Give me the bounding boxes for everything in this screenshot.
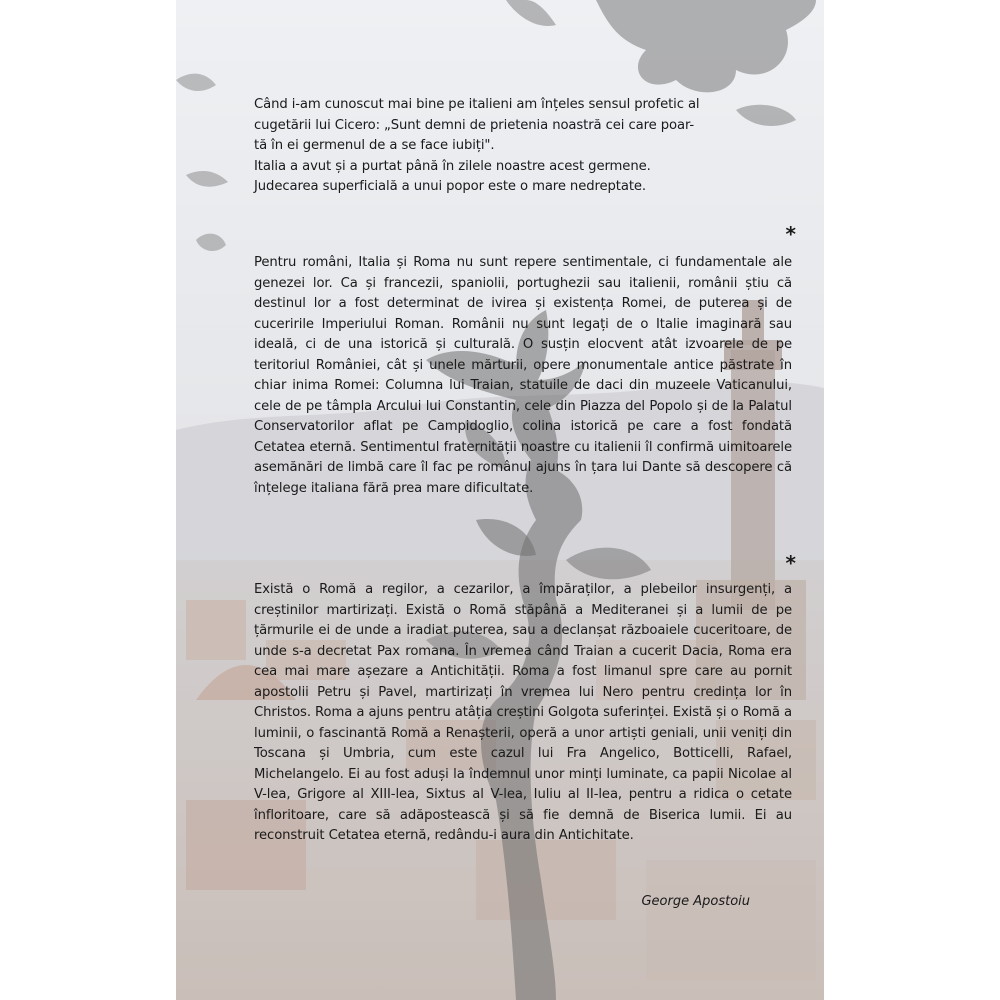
section-separator: *: [785, 551, 796, 575]
intro-line: Italia a avut și a purtat până în zilele noastre acest germene.: [254, 158, 651, 174]
intro-line: tă în ei germenul de a se face iubiți".: [254, 138, 495, 153]
paragraph-rome-history: Există o Romă a regilor, a cezarilor, a împăraților, a plebeilor insurgenți, a creștinilor martirizați. Există o Romă stăpână a Mediteranei și a lumii de pe țărmurile ei de unde a iradiat puterea, sau a declanșat războaiele cuceritoare, de unde s-a decretat Pax romana. În vremea când Traian a cucerit Dacia, Roma era cea mai mare așezare a Antichității. Roma a fost limanul spre care au pornit apostolii Petru și Pavel, martirizați în vremea lui Nero pentru credința lor în Christos. Roma a ajuns pentru atâția creștini Golgota suferinței. Există și o Romă a luminii, o fascinantă Romă a Renașterii, operă a unor artiști geniali, unii veniți din Toscana și Umbria, cum este cazul lui Fra Angelico, Botticelli, Rafael, Michelangelo. Ei au fost aduși la îndemnul unor minți luminate, ca papii Nicolae al V-lea, Grigore al XIII-lea, Sixtus al V-lea, Iuliu al II-lea, pentru a ridica o cetate înfloritoare, care să adăpostească și să fie demnă de Biserica lumii. Ei au reconstruit Cetatea eternă, redându-i aura din Antichitate.: [254, 582, 792, 843]
text-layer: [176, 0, 824, 1000]
book-page: [176, 0, 824, 1000]
intro-line: Când i-am cunoscut mai bine pe italieni am înțeles sensul profetic al: [254, 97, 700, 112]
intro-line: cugetării lui Cicero: „Sunt demni de prietenia noastră cei care poar-: [254, 117, 695, 133]
section-separator: *: [785, 222, 796, 246]
intro-line: Judecarea superficială a unui popor este o mare nedreptate.: [254, 179, 647, 194]
intro-paragraph: [254, 95, 792, 198]
author-signature: George Apostoiu: [641, 894, 750, 909]
paragraph-romania-italy: Pentru români, Italia și Roma nu sunt repere sentimentale, ci fundamentale ale genezei lor. Ca și francezii, spaniolii, portughezii sau italienii, românii știu că destinul lor a fost determinat de ivirea și existența Romei, de puterea și de cuceririle Imperiului Roman. Românii nu sunt legați de o Italie imaginară sau ideală, ci de una istorică și culturală. O susțin elocvent atât izvoarele de pe teritoriul României, cât și unele mărturii, opere monumentale antice păstrate în chiar inima Romei: Columna lui Traian, statuile de daci din muzeele Vaticanului, cele de pe tâmpla Arcului lui Constantin, cele din Piazza del Popolo și de la Palatul Conservatorilor aflat pe Campidoglio, colina istorică pe care a fost fondată Cetatea eternă. Sentimentul fraternității noastre cu italienii îl confirmă uimitoarele asemănări de limbă care îl fac pe românul ajuns în țara lui Dante să descopere că înțelege italiana fără prea mare dificultate.: [254, 255, 792, 496]
